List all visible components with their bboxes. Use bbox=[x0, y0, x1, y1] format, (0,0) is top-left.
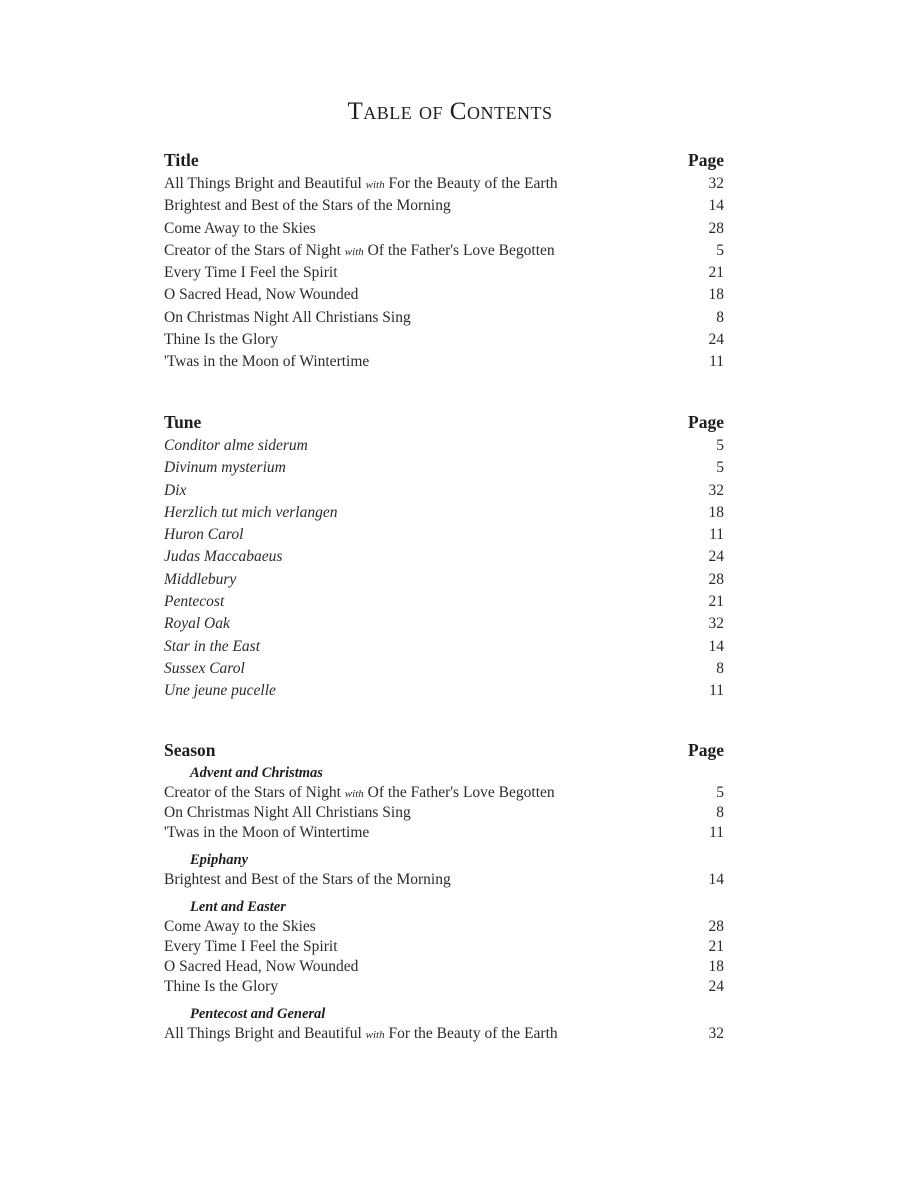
entry-title bbox=[164, 937, 338, 957]
toc-entry bbox=[164, 803, 724, 823]
entry-page-number: 32 bbox=[708, 175, 724, 192]
entry-title-text: Une jeune pucelle bbox=[164, 682, 276, 700]
entry-title-text: Herzlich tut mich verlangen bbox=[164, 503, 338, 521]
entry-title-text: Come Away to the Skies bbox=[164, 219, 316, 237]
entry-title-text: Huron Carol bbox=[164, 526, 244, 544]
entry-title bbox=[164, 546, 282, 568]
entry-title bbox=[164, 173, 558, 195]
entry-title bbox=[164, 823, 369, 843]
page-column-label: Page bbox=[688, 412, 724, 432]
entry-page-number: 5 bbox=[716, 437, 724, 454]
entry-title bbox=[164, 658, 245, 680]
entry-title-text: Thine Is the Glory bbox=[164, 978, 279, 995]
entry-title-text: Conditor alme siderum bbox=[164, 437, 308, 454]
entry-title-text: Star in the East bbox=[164, 637, 261, 655]
entry-page-number: 5 bbox=[716, 784, 724, 801]
entry-title-text: Judas Maccabaeus bbox=[164, 548, 283, 566]
entry-title bbox=[164, 195, 451, 217]
entry-title bbox=[164, 351, 369, 373]
section-header bbox=[164, 412, 724, 435]
entry-title bbox=[164, 803, 411, 823]
entry-title-secondary: Of the Father's Love Begotten bbox=[367, 784, 555, 801]
entry-page-number: 24 bbox=[708, 548, 724, 566]
season-subheading: Advent and Christmas bbox=[190, 765, 323, 781]
entry-title bbox=[164, 917, 316, 937]
entry-title bbox=[164, 502, 337, 524]
toc-entry bbox=[164, 173, 724, 195]
title-section bbox=[164, 150, 724, 374]
toc-entry bbox=[164, 783, 724, 803]
entry-title-text: Royal Oak bbox=[164, 615, 230, 633]
season-group bbox=[164, 763, 724, 843]
entry-title bbox=[164, 435, 308, 457]
season-group bbox=[164, 1004, 724, 1044]
entry-title-text: Come Away to the Skies bbox=[164, 918, 316, 935]
entry-title-text: Dix bbox=[164, 481, 187, 499]
entry-title-text: On Christmas Night All Christians Sing bbox=[164, 308, 411, 326]
entry-page-number: 28 bbox=[708, 219, 724, 237]
section-heading: Title bbox=[164, 150, 199, 170]
entry-page-number: 18 bbox=[708, 286, 724, 304]
toc-entry bbox=[164, 977, 724, 997]
entry-page-number: 14 bbox=[708, 197, 724, 215]
toc-entry bbox=[164, 262, 724, 284]
toc-entry bbox=[164, 957, 724, 977]
toc-entry bbox=[164, 457, 724, 479]
entry-title-text: Middlebury bbox=[164, 570, 237, 588]
entry-page-number: 32 bbox=[708, 615, 724, 633]
toc-entry bbox=[164, 284, 724, 306]
entry-title bbox=[164, 1024, 558, 1044]
toc-entry bbox=[164, 658, 724, 680]
toc-entry bbox=[164, 870, 724, 890]
entry-title bbox=[164, 957, 358, 977]
entry-title-text: Every Time I Feel the Spirit bbox=[164, 938, 338, 955]
entry-title-text: Pentecost bbox=[164, 593, 225, 611]
entry-title-text: Every Time I Feel the Spirit bbox=[164, 264, 338, 282]
entry-title bbox=[164, 284, 358, 306]
with-connector: with bbox=[365, 1029, 385, 1041]
entry-title-text: Divinum mysterium bbox=[164, 459, 286, 477]
title-list bbox=[164, 173, 724, 374]
entry-page-number: 32 bbox=[708, 1025, 724, 1042]
entry-page-number: 11 bbox=[709, 824, 724, 841]
season-list bbox=[164, 763, 724, 1044]
section-heading: Tune bbox=[164, 412, 202, 432]
entry-title-text: O Sacred Head, Now Wounded bbox=[164, 286, 359, 304]
toc-entry bbox=[164, 502, 724, 524]
entry-title bbox=[164, 524, 243, 546]
entry-title bbox=[164, 613, 230, 635]
entry-title-text: Creator of the Stars of Night bbox=[164, 241, 341, 259]
entry-page-number: 28 bbox=[708, 570, 724, 588]
entry-page-number: 11 bbox=[709, 526, 724, 544]
entry-title-secondary: Of the Father's Love Begotten bbox=[367, 241, 555, 259]
entry-title bbox=[164, 636, 260, 658]
toc-entry bbox=[164, 307, 724, 329]
page-column-label: Page bbox=[688, 740, 724, 760]
entry-title bbox=[164, 870, 451, 890]
season-group bbox=[164, 897, 724, 997]
entry-title-text: All Things Bright and Beautiful bbox=[164, 1025, 362, 1042]
season-group bbox=[164, 850, 724, 890]
section-header bbox=[164, 740, 724, 763]
toc-entry bbox=[164, 569, 724, 591]
with-connector: with bbox=[344, 245, 364, 258]
entry-title-text: Creator of the Stars of Night bbox=[164, 784, 341, 801]
entry-page-number: 14 bbox=[708, 871, 724, 888]
entry-title-text: Brightest and Best of the Stars of the Morning bbox=[164, 871, 451, 888]
toc-entry bbox=[164, 524, 724, 546]
toc-entry bbox=[164, 351, 724, 373]
entry-title bbox=[164, 307, 411, 329]
entry-title-text: Sussex Carol bbox=[164, 659, 245, 677]
entry-title bbox=[164, 457, 286, 479]
page-title: Table of Contents bbox=[347, 98, 553, 125]
season-subheading: Pentecost and General bbox=[190, 1006, 326, 1022]
toc-entry bbox=[164, 195, 724, 217]
toc-entry bbox=[164, 329, 724, 351]
section-header bbox=[164, 150, 724, 173]
toc-entry bbox=[164, 480, 724, 502]
entry-page-number: 5 bbox=[716, 459, 724, 477]
toc-entry bbox=[164, 240, 724, 262]
entry-title-text: All Things Bright and Beautiful bbox=[164, 175, 362, 192]
entry-page-number: 8 bbox=[716, 659, 724, 677]
entry-page-number: 32 bbox=[708, 481, 724, 499]
toc-entry bbox=[164, 917, 724, 937]
entry-page-number: 18 bbox=[708, 958, 724, 975]
section-heading: Season bbox=[164, 740, 216, 760]
entry-title bbox=[164, 569, 236, 591]
toc-entry bbox=[164, 591, 724, 613]
toc-entry bbox=[164, 937, 724, 957]
page-column-label: Page bbox=[688, 150, 724, 170]
toc-entry bbox=[164, 636, 724, 658]
entry-title bbox=[164, 977, 278, 997]
entry-page-number: 8 bbox=[716, 804, 724, 821]
entry-page-number: 11 bbox=[709, 353, 724, 371]
entry-title bbox=[164, 680, 276, 702]
tune-section bbox=[164, 412, 724, 703]
toc-entry bbox=[164, 1024, 724, 1044]
entry-page-number: 5 bbox=[716, 241, 724, 259]
entry-title-secondary: For the Beauty of the Earth bbox=[388, 1025, 558, 1042]
entry-title-text: O Sacred Head, Now Wounded bbox=[164, 958, 359, 975]
entry-title-text: Thine Is the Glory bbox=[164, 331, 279, 349]
entry-page-number: 21 bbox=[708, 264, 724, 282]
season-subheading: Lent and Easter bbox=[190, 899, 286, 915]
entry-title-text: On Christmas Night All Christians Sing bbox=[164, 804, 411, 821]
with-connector: with bbox=[344, 788, 364, 800]
entry-page-number: 24 bbox=[708, 978, 724, 995]
entry-page-number: 18 bbox=[708, 503, 724, 521]
with-connector: with bbox=[365, 179, 385, 191]
entry-page-number: 24 bbox=[708, 331, 724, 349]
entry-page-number: 14 bbox=[708, 637, 724, 655]
entry-title-text: 'Twas in the Moon of Wintertime bbox=[164, 824, 370, 841]
entry-page-number: 21 bbox=[708, 593, 724, 611]
season-subheading: Epiphany bbox=[190, 852, 249, 868]
entry-title-secondary: For the Beauty of the Earth bbox=[388, 175, 558, 192]
entry-title bbox=[164, 329, 278, 351]
entry-title bbox=[164, 480, 186, 502]
entry-title bbox=[164, 591, 224, 613]
season-section bbox=[164, 740, 724, 1051]
entry-title bbox=[164, 240, 555, 262]
tune-list bbox=[164, 435, 724, 703]
toc-entry bbox=[164, 435, 724, 457]
entry-page-number: 28 bbox=[708, 918, 724, 935]
entry-title-text: Brightest and Best of the Stars of the Morning bbox=[164, 197, 451, 215]
entry-page-number: 8 bbox=[716, 308, 724, 326]
entry-title-text: 'Twas in the Moon of Wintertime bbox=[164, 353, 370, 371]
toc-entry bbox=[164, 546, 724, 568]
entry-title bbox=[164, 218, 316, 240]
toc-entry bbox=[164, 823, 724, 843]
toc-entry bbox=[164, 613, 724, 635]
entry-title bbox=[164, 783, 555, 803]
toc-entry bbox=[164, 218, 724, 240]
toc-entry bbox=[164, 680, 724, 702]
entry-page-number: 11 bbox=[709, 682, 724, 700]
entry-title bbox=[164, 262, 338, 284]
entry-page-number: 21 bbox=[708, 938, 724, 955]
